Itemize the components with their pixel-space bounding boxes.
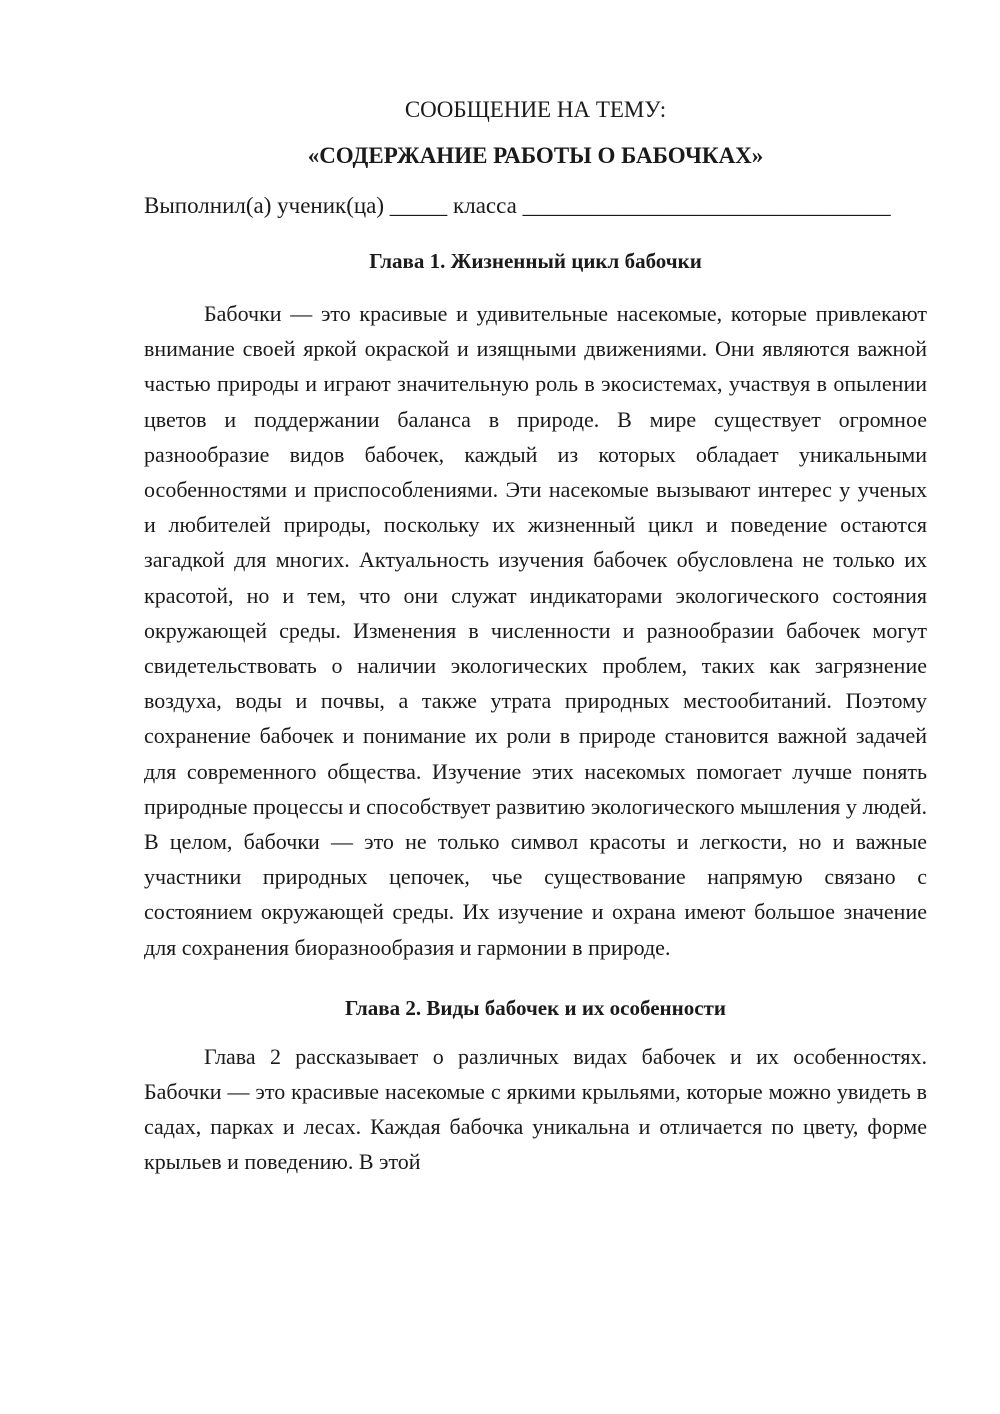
document-page <box>144 92 927 1180</box>
document-heading-line1: СООБЩЕНИЕ НА ТЕМУ: <box>404 97 667 122</box>
chapter-1-paragraph: Бабочки — это красивые и удивительные насекомые, которые привлекают внимание своей яркой окраской и изящными движениями. Они являются важной частью природы и играют значительную роль в экосистемах, участвуя в опылении цветов и поддержании баланса в природе. В мире существует огромное разнообразие видов бабочек, каждый из которых обладает уникальными особенностями и приспособлениями. Эти насекомые вызывают интерес у ученых и любителей природы, поскольку их жизненный цикл и поведение остаются загадкой для многих. Актуальность изучения бабочек обусловлена не только их красотой, но и тем, что они служат индикаторами экологического состояния окружающей среды. Изменения в численности и разнообразии бабочек могут свидетельствовать о наличии экологических проблем, таких как загрязнение воздуха, воды и почвы, а также утрата природных местообитаний. Поэтому сохранение бабочек и понимание их роли в природе становится важной задачей для современного общества. Изучение этих насекомых помогает лучше понять природные процессы и способствует развитию экологического мышления у людей. В целом, бабочки — это не только символ красоты и легкости, но и важные участники природных цепочек, чье существование напрямую связано с состоянием окружающей среды. Их изучение и охрана имеют большое значение для сохранения биоразнообразия и гармонии в природе. <box>144 301 927 960</box>
chapter-2-heading: Глава 2. Виды бабочек и их особенности <box>345 995 726 1020</box>
document-title: «СОДЕРЖАНИЕ РАБОТЫ О БАБОЧКАХ» <box>307 143 764 168</box>
chapter-1-heading: Глава 1. Жизненный цикл бабочки <box>369 249 702 273</box>
chapter-2-paragraph: Глава 2 рассказывает о различных видах бабочек и их особенностях. Бабочки — это красивые насекомые с яркими крыльями, которые можно увидеть в садах, парках и лесах. Каждая бабочка уникальна и отличается по цвету, форме крыльев и поведению. В этой <box>144 1043 927 1175</box>
signature-line: Выполнил(а) ученик(ца) _____ класса ________________________________ <box>144 193 891 218</box>
